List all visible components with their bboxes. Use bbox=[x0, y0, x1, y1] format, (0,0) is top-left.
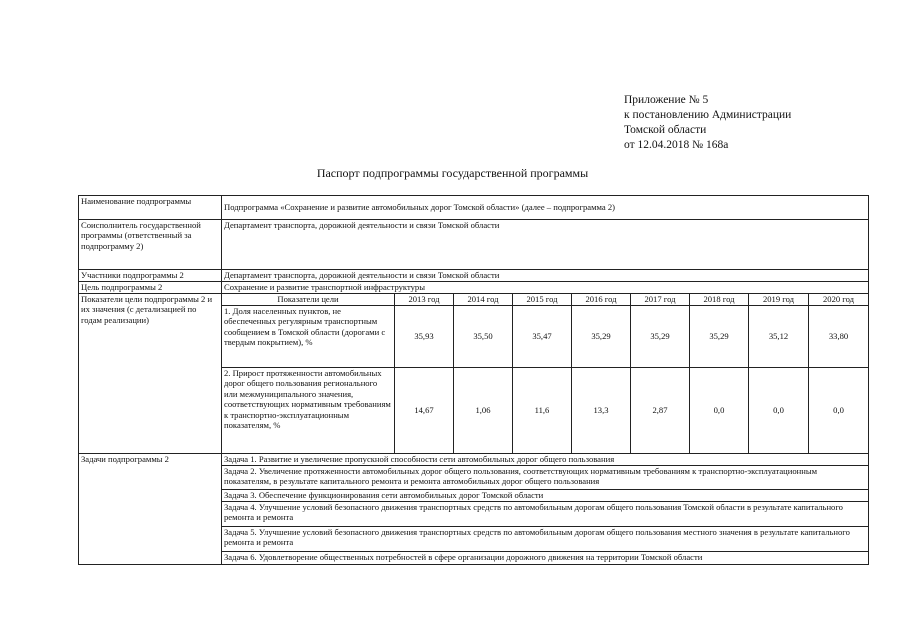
row-label: Соисполнитель государственной программы (ответственный за подпрограмму 2) bbox=[79, 220, 222, 270]
appendix-line: Приложение № 5 bbox=[624, 94, 709, 106]
row-value: Подпрограмма «Сохранение и развитие автомобильных дорог Томской области» (далее – подпрограмма 2) bbox=[222, 196, 869, 220]
passport-table bbox=[78, 195, 869, 565]
appendix-block bbox=[624, 93, 791, 153]
row-value: Сохранение и развитие транспортной инфраструктуры bbox=[222, 282, 869, 294]
indicator-value: 35,93 bbox=[395, 306, 454, 368]
year-header: 2020 год bbox=[809, 294, 869, 306]
task-row bbox=[79, 454, 869, 466]
year-header: 2017 год bbox=[631, 294, 690, 306]
indicator-value: 35,12 bbox=[749, 306, 809, 368]
indicator-value: 33,80 bbox=[809, 306, 869, 368]
indicator-value: 14,67 bbox=[395, 368, 454, 454]
document-title: Паспорт подпрограммы государственной программы bbox=[316, 166, 589, 180]
year-header: 2014 год bbox=[454, 294, 513, 306]
task-item: Задача 2. Увеличение протяженности автомобильных дорог общего пользования, соответствующих нормативным требованиям к транспортно-эксплуатационным показателям, в результате капитального ремонта и ремонта автомобильных дорог общего пользования bbox=[222, 466, 869, 490]
indicator-value: 0,0 bbox=[690, 368, 749, 454]
year-header: 2018 год bbox=[690, 294, 749, 306]
indicator-value: 1,06 bbox=[454, 368, 513, 454]
row-label: Участники подпрограммы 2 bbox=[79, 270, 222, 282]
indicator-value: 2,87 bbox=[631, 368, 690, 454]
row-label: Задачи подпрограммы 2 bbox=[79, 454, 222, 565]
row-name bbox=[79, 196, 869, 220]
year-header: 2013 год bbox=[395, 294, 454, 306]
task-item: Задача 4. Улучшение условий безопасного движения транспортных средств по автомобильным дорогам общего пользования Томской области в результате капитального ремонта и ремонта bbox=[222, 502, 869, 527]
indicator-value: 35,50 bbox=[454, 306, 513, 368]
indicators-header-row bbox=[79, 294, 869, 306]
indicator-value: 13,3 bbox=[572, 368, 631, 454]
task-item: Задача 5. Улучшение условий безопасного движения транспортных средств по автомобильным дорогам общего пользования местного значения в результате капитального ремонта и ремонта bbox=[222, 527, 869, 552]
indicator-value: 0,0 bbox=[809, 368, 869, 454]
row-label: Показатели цели подпрограммы 2 и их значения (с детализацией по годам реализации) bbox=[79, 294, 222, 454]
indicator-name: 2. Прирост протяженности автомобильных дорог общего пользования регионального или межмуниципального значения, соответствующих нормативным требованиям к транспортно-эксплуатационным показателям, % bbox=[222, 368, 395, 454]
indicator-value: 35,29 bbox=[690, 306, 749, 368]
appendix-line: к постановлению Администрации bbox=[624, 109, 792, 121]
indicator-value: 35,47 bbox=[513, 306, 572, 368]
year-header: 2015 год bbox=[513, 294, 572, 306]
row-goal bbox=[79, 282, 869, 294]
year-header: 2016 год bbox=[572, 294, 631, 306]
task-item: Задача 3. Обеспечение функционирования сети автомобильных дорог Томской области bbox=[222, 490, 869, 502]
appendix-line: Томской области bbox=[624, 124, 707, 136]
row-value: Департамент транспорта, дорожной деятельности и связи Томской области bbox=[222, 220, 869, 270]
indicator-name: 1. Доля населенных пунктов, не обеспеченных регулярным транспортным сообщением в Томской области (дорогами с твердым покрытием), % bbox=[222, 306, 395, 368]
indicator-value: 0,0 bbox=[749, 368, 809, 454]
indicator-value: 35,29 bbox=[572, 306, 631, 368]
task-item: Задача 1. Развитие и увеличение пропускной способности сети автомобильных дорог общего пользования bbox=[222, 454, 869, 466]
appendix-line: от 12.04.2018 № 168а bbox=[624, 139, 729, 151]
indicator-value: 11,6 bbox=[513, 368, 572, 454]
row-coexecutor bbox=[79, 220, 869, 270]
row-label: Цель подпрограммы 2 bbox=[79, 282, 222, 294]
indicator-value: 35,29 bbox=[631, 306, 690, 368]
row-label: Наименование подпрограммы bbox=[79, 196, 222, 220]
indicators-header: Показатели цели bbox=[222, 294, 395, 306]
task-item: Задача 6. Удовлетворение общественных потребностей в сфере организации дорожного движения на территории Томской области bbox=[222, 552, 869, 565]
row-value: Департамент транспорта, дорожной деятельности и связи Томской области bbox=[222, 270, 869, 282]
year-header: 2019 год bbox=[749, 294, 809, 306]
row-participants bbox=[79, 270, 869, 282]
